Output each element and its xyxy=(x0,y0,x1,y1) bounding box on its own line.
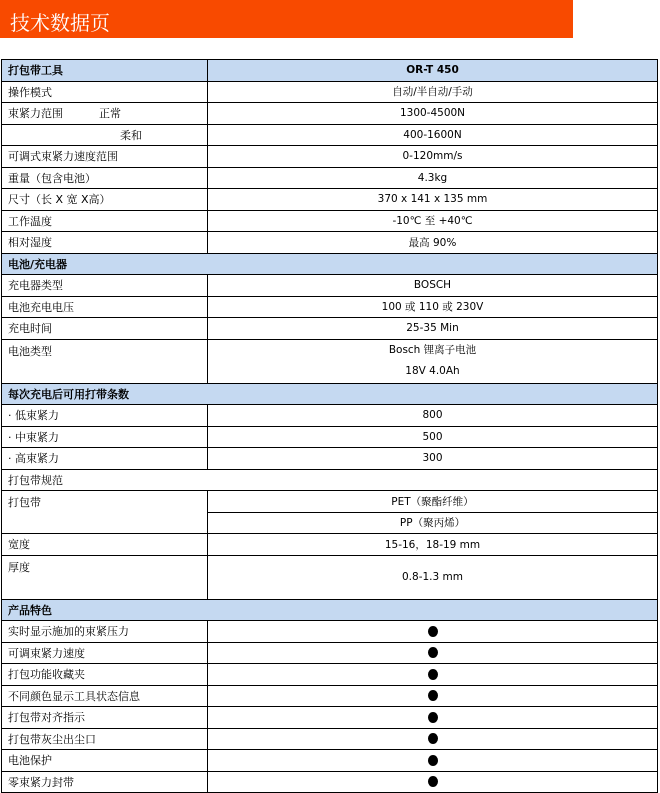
row-value: 0-120mm/s xyxy=(208,146,658,168)
table-row xyxy=(2,469,658,491)
row-label: 电池类型 xyxy=(2,339,208,383)
row-label: 实时显示施加的束紧压力 xyxy=(2,621,208,643)
row-label: 可调束紧力速度 xyxy=(2,642,208,664)
row-label: 工作温度 xyxy=(2,210,208,232)
row-label: 充电时间 xyxy=(2,318,208,340)
row-label: 操作模式 xyxy=(2,81,208,103)
row-value xyxy=(208,707,658,729)
row-value: 500 xyxy=(208,426,658,448)
row-value: 25-35 Min xyxy=(208,318,658,340)
row-value: 100 或 110 或 230V xyxy=(208,296,658,318)
title-bar xyxy=(0,0,573,38)
filled-circle-icon xyxy=(428,690,438,701)
row-value: 370 x 141 x 135 mm xyxy=(208,189,658,211)
table-row xyxy=(2,621,658,643)
table-row xyxy=(2,318,658,340)
row-label: 电池充电电压 xyxy=(2,296,208,318)
table-row xyxy=(2,728,658,750)
section-title: 电池/充电器 xyxy=(2,253,658,275)
row-value xyxy=(208,664,658,686)
row-value: 1300-4500N xyxy=(208,103,658,125)
row-value xyxy=(208,750,658,772)
row-label: 打包功能收藏夹 xyxy=(2,664,208,686)
row-value: 300 xyxy=(208,448,658,470)
table-row xyxy=(2,664,658,686)
table-row xyxy=(2,81,658,103)
filled-circle-icon xyxy=(428,669,438,680)
table-row xyxy=(2,685,658,707)
table-row xyxy=(2,189,658,211)
filled-circle-icon xyxy=(428,776,438,787)
page-title: 技术数据页 xyxy=(10,11,110,35)
row-label: · 中束紧力 xyxy=(2,426,208,448)
table-row xyxy=(2,232,658,254)
table-row xyxy=(2,771,658,793)
filled-circle-icon xyxy=(428,712,438,723)
row-value: -10℃ 至 +40℃ xyxy=(208,210,658,232)
row-value: 800 xyxy=(208,405,658,427)
value-line: 18V 4.0Ah xyxy=(405,365,460,377)
row-label: 宽度 xyxy=(2,534,208,556)
row-value: 自动/半自动/手动 xyxy=(208,81,658,103)
table-row xyxy=(2,275,658,297)
section-row xyxy=(2,599,658,621)
row-label: 重量（包含电池） xyxy=(2,167,208,189)
row-label: 打包带灰尘出尘口 xyxy=(2,728,208,750)
table-row xyxy=(2,124,658,146)
row-label: 打包带规范 xyxy=(2,469,658,491)
row-value: 最高 90% xyxy=(208,232,658,254)
table-row xyxy=(2,426,658,448)
table-row xyxy=(2,167,658,189)
row-label: 打包带对齐指示 xyxy=(2,707,208,729)
row-label: 厚度 xyxy=(2,555,208,599)
row-value: BOSCH xyxy=(208,275,658,297)
row-label: 打包带 xyxy=(2,491,208,534)
section-title: 每次充电后可用打带条数 xyxy=(2,383,658,405)
row-value: PET（聚酯纤维） xyxy=(208,491,658,513)
row-label xyxy=(2,124,208,146)
table-row xyxy=(2,339,658,383)
table-row xyxy=(2,296,658,318)
row-label: 零束紧力封带 xyxy=(2,771,208,793)
table-row xyxy=(2,707,658,729)
row-value xyxy=(208,621,658,643)
table-row xyxy=(2,146,658,168)
row-value xyxy=(208,685,658,707)
row-value: 15-16，18-19 mm xyxy=(208,534,658,556)
row-value: 4.3kg xyxy=(208,167,658,189)
row-value xyxy=(208,728,658,750)
filled-circle-icon xyxy=(428,647,438,658)
table-row xyxy=(2,555,658,599)
table-row xyxy=(2,491,658,513)
row-sublabel: 柔和 xyxy=(120,128,142,142)
row-value: 0.8-1.3 mm xyxy=(208,555,658,599)
value-line: Bosch 锂离子电池 xyxy=(388,343,477,356)
table-row xyxy=(2,103,658,125)
row-label: 电池保护 xyxy=(2,750,208,772)
row-label: 可调式束紧力速度范围 xyxy=(2,146,208,168)
filled-circle-icon xyxy=(428,733,438,744)
table-row xyxy=(2,642,658,664)
header-model: OR-T 450 xyxy=(208,60,658,82)
row-label: 束紧力范围 正常 xyxy=(2,103,208,125)
table-row xyxy=(2,448,658,470)
header-row xyxy=(2,60,658,82)
row-label: · 高束紧力 xyxy=(2,448,208,470)
table-row xyxy=(2,750,658,772)
table-row xyxy=(2,210,658,232)
table-row xyxy=(2,534,658,556)
filled-circle-icon xyxy=(428,626,438,637)
row-label: 充电器类型 xyxy=(2,275,208,297)
row-value: PP（聚丙烯） xyxy=(208,512,658,534)
row-value xyxy=(208,771,658,793)
spec-table xyxy=(1,59,658,793)
row-value xyxy=(208,339,658,383)
section-row xyxy=(2,383,658,405)
row-value xyxy=(208,642,658,664)
row-label: 尺寸（长 X 宽 X高） xyxy=(2,189,208,211)
section-title: 产品特色 xyxy=(2,599,658,621)
row-label: · 低束紧力 xyxy=(2,405,208,427)
row-sublabel: 正常 xyxy=(99,107,121,121)
row-label: 相对湿度 xyxy=(2,232,208,254)
row-value: 400-1600N xyxy=(208,124,658,146)
header-label: 打包带工具 xyxy=(2,60,208,82)
filled-circle-icon xyxy=(428,755,438,766)
section-row xyxy=(2,253,658,275)
row-label: 不同颜色显示工具状态信息 xyxy=(2,685,208,707)
table-row xyxy=(2,405,658,427)
